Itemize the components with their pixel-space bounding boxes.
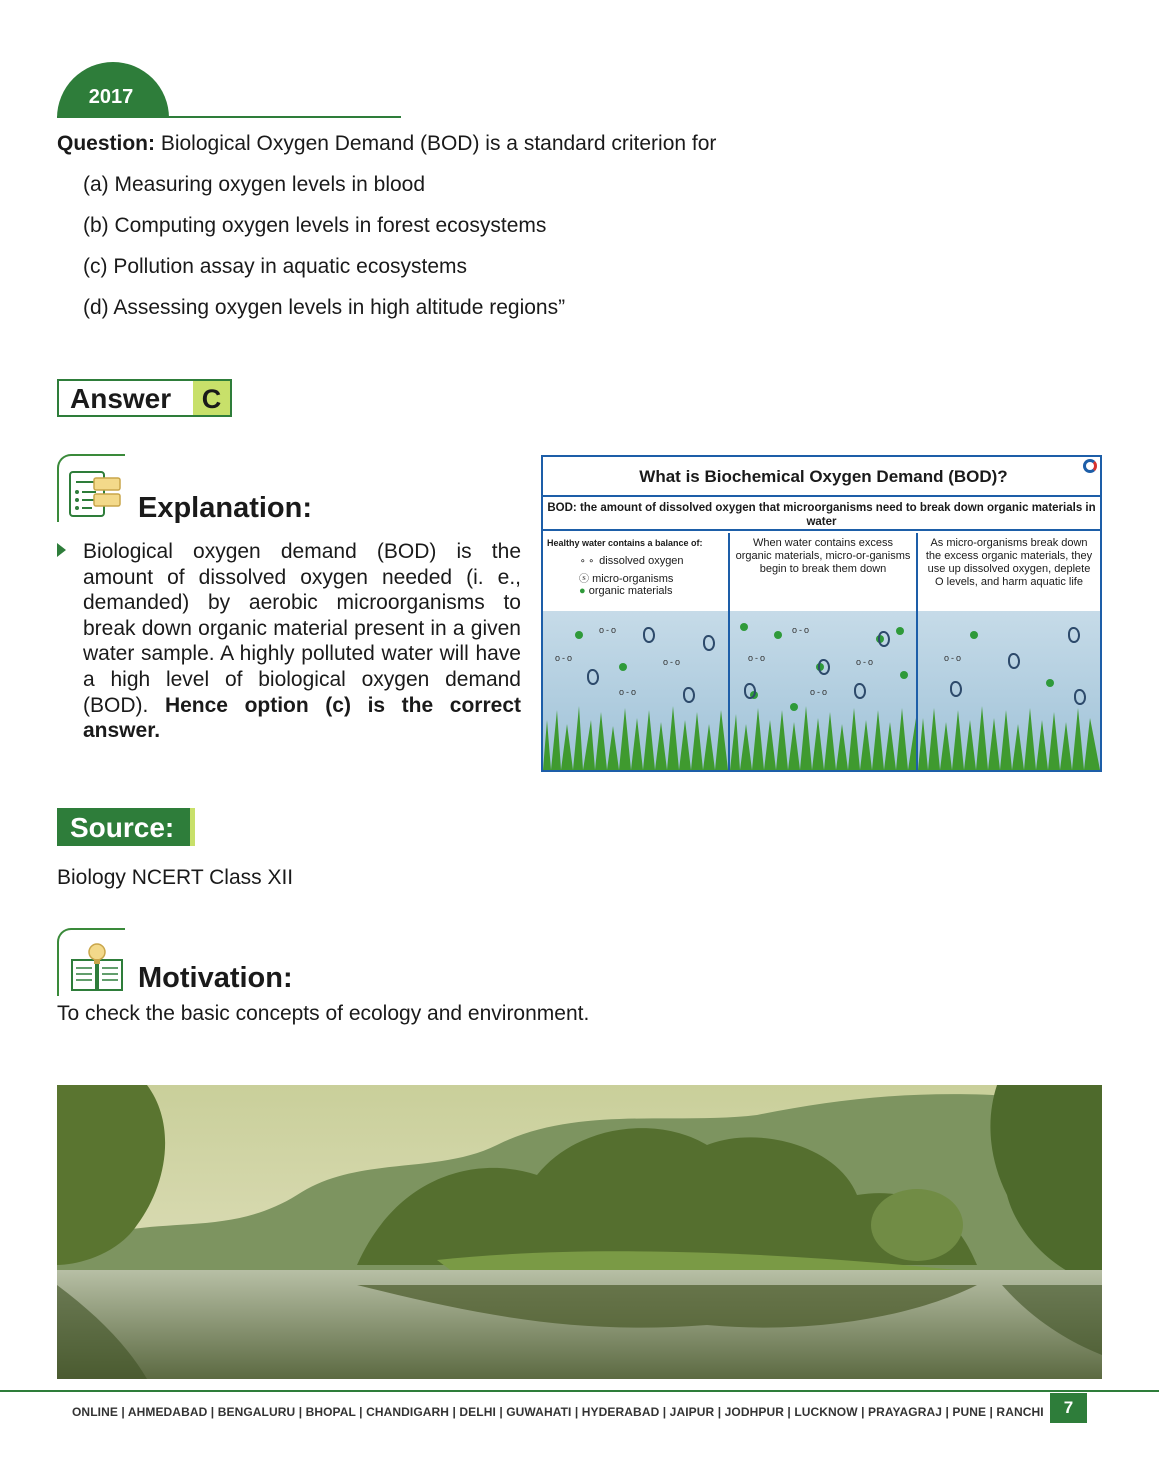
question-text: Biological Oxygen Demand (BOD) is a standard criterion for <box>155 132 717 155</box>
explanation-heading: Explanation: <box>138 492 313 524</box>
page-number: 7 <box>1050 1393 1087 1423</box>
water-area: o-o <box>918 611 1100 770</box>
motivation-heading: Motivation: <box>138 962 293 994</box>
legend-microorganisms-label: micro-organisms <box>592 573 674 585</box>
legend-organic-label: organic materials <box>588 585 673 597</box>
source-accent <box>190 808 195 846</box>
explanation-text: Biological oxygen demand (BOD) is the amount of dissolved oxygen needed (i. e., demanded) by aerobic microorganisms to break down organic material present in a given water sample. A highly polluted water will have a high level of biological oxygen demand (BOD). <box>83 540 521 717</box>
water-area: o-o o-o o-o o-o <box>730 611 916 770</box>
explanation-body <box>83 539 521 744</box>
diagram-panel-depletion <box>918 533 1100 770</box>
legend-microorganisms <box>579 570 673 585</box>
panel-2-text: When water contains excess organic materials, micro-or-ganisms begin to break them down <box>735 537 911 575</box>
diagram-definition: BOD: the amount of dissolved oxygen that microorganisms need to break down organic materials in water <box>543 495 1100 531</box>
organic-material-icon: ● <box>579 585 586 597</box>
grass-illustration <box>730 690 916 770</box>
option-a: (a) Measuring oxygen levels in blood <box>83 173 426 196</box>
option-b: (b) Computing oxygen levels in forest ecosystems <box>83 214 547 237</box>
panel-3-text: As micro-organisms break down the excess organic materials, they use up dissolved oxygen, deplete O levels, and harm aquatic life <box>925 537 1093 588</box>
water-area: o-o o-o o-o o-o <box>543 611 728 770</box>
document-checklist-icon <box>66 466 126 522</box>
grass-illustration <box>918 690 1100 770</box>
panel-1-heading: Healthy water contains a balance of: <box>547 538 703 548</box>
diagram-panel-healthy <box>543 533 728 770</box>
explanation-conclusion: Hence option (c) is the correct answer. <box>83 693 521 743</box>
motivation-text: To check the basic concepts of ecology and environment. <box>57 1002 590 1025</box>
source-text: Biology NCERT Class XII <box>57 866 294 889</box>
bod-diagram <box>541 455 1102 772</box>
option-d: (d) Assessing oxygen levels in high altitude regions” <box>83 296 566 319</box>
oxygen-molecule-icon: ⚬⚬ <box>579 556 597 566</box>
diagram-panel-excess <box>730 533 916 770</box>
legend-oxygen-label: dissolved oxygen <box>599 555 684 567</box>
footer-cities: ONLINE | AHMEDABAD | BENGALURU | BHOPAL | CHANDIGARH | DELHI | GUWAHATI | HYDERABAD | JAIPUR | JODHPUR | LUCKNOW | PRAYAGRAJ | PUNE | RANCHI <box>72 1405 1044 1419</box>
legend-organic <box>579 585 672 597</box>
question <box>57 130 716 158</box>
answer-letter: C <box>193 381 230 415</box>
microorganism-icon: ⓢ <box>579 574 589 585</box>
book-lightbulb-icon <box>68 940 126 994</box>
grass-illustration <box>543 690 728 770</box>
bullet-arrow-icon <box>57 543 66 557</box>
footer-rule <box>0 1390 1159 1392</box>
header-rule <box>57 116 401 118</box>
question-label: Question: <box>57 132 155 155</box>
legend-oxygen <box>579 555 684 567</box>
lake-forest-image <box>57 1085 1102 1379</box>
option-c: (c) Pollution assay in aquatic ecosystems <box>83 255 467 278</box>
diagram-title: What is Biochemical Oxygen Demand (BOD)? <box>639 467 1008 486</box>
answer-label: Answer <box>70 383 172 414</box>
source-heading: Source: <box>70 812 175 843</box>
year-label: 2017 <box>88 86 134 108</box>
